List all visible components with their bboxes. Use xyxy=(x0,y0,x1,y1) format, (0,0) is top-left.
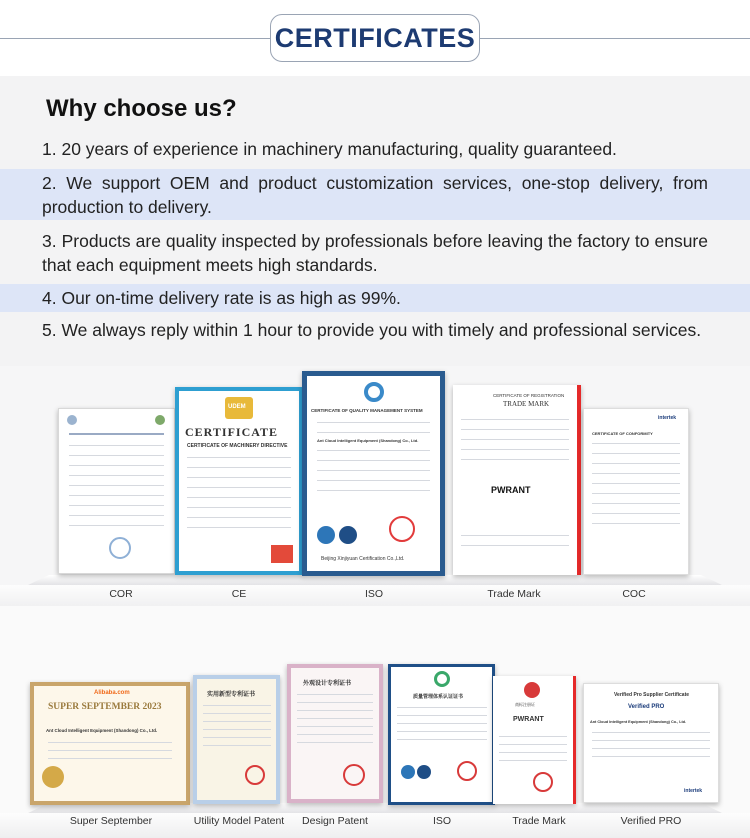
why-choose-us-section xyxy=(0,76,750,366)
vp-badge: Verified PRO xyxy=(628,704,665,710)
caption-iso-2: ISO xyxy=(432,815,452,827)
caption-coc: COC xyxy=(622,588,646,600)
caption-trade-mark-2: Trade Mark xyxy=(512,815,566,827)
certificate-trademark-image xyxy=(453,385,581,575)
why-heading: Why choose us? xyxy=(46,95,237,122)
caption-design-patent: Design Patent xyxy=(302,815,368,827)
coc-issuer: intertek xyxy=(658,415,677,421)
tm2-brand: PWRANT xyxy=(513,716,544,723)
sep-company: Ant Cloud Intelligent Equipment (Shandong) Co., Ltd. xyxy=(46,728,158,733)
certificate-iso-cn-image xyxy=(388,664,495,805)
reason-item: 4. Our on-time delivery rate is as high as 99%. xyxy=(0,284,750,312)
header xyxy=(0,0,750,76)
vp-company: Ant Cloud Intelligent Equipment (Shandong) Co., Ltd. xyxy=(590,720,687,724)
header-pill xyxy=(270,14,480,62)
ump-title: 实用新型专利证书 xyxy=(207,692,256,698)
certificate-super-september-image xyxy=(30,682,190,805)
certificate-cor-image xyxy=(58,408,175,574)
reason-item: 5. We always reply within 1 hour to provide you with timely and professional services. xyxy=(42,320,702,340)
caption-ce: CE xyxy=(231,588,247,600)
ce-logo-label: UDEM xyxy=(228,404,246,410)
certificate-utility-model-patent-image xyxy=(193,675,280,804)
caption-iso: ISO xyxy=(364,588,384,600)
reason-item: 1. 20 years of experience in machinery manufacturing, quality guaranteed. xyxy=(42,139,617,159)
reason-item: 3. Products are quality inspected by professionals before leaving the factory to ensure that each equipment meets high standards. xyxy=(42,231,708,275)
certificate-iso-image xyxy=(302,371,445,576)
iso-company: Ant Cloud Intelligent Equipment (Shandong) Co., Ltd. xyxy=(317,438,419,443)
certificate-coc-image xyxy=(583,408,689,575)
caption-utility-model-patent: Utility Model Patent xyxy=(193,815,285,827)
page-title: CERTIFICATES xyxy=(274,22,476,53)
reason-item: 2. We support OEM and product customization services, one-stop delivery, from production to delivery. xyxy=(0,169,750,220)
vp-issuer: intertek xyxy=(684,788,703,794)
coc-title: CERTIFICATE OF CONFORMITY xyxy=(592,431,653,436)
ce-subtitle: CERTIFICATE OF MACHINERY DIRECTIVE xyxy=(187,443,288,449)
tm-brand: PWRANT xyxy=(491,485,531,495)
tm-title: CERTIFICATE OF REGISTRATION xyxy=(493,393,565,398)
certificate-verified-pro-image xyxy=(583,683,719,803)
tm2-issuer: 商标注册证 xyxy=(515,702,535,707)
certificate-ce-image xyxy=(175,387,303,575)
caption-cor: COR xyxy=(109,588,133,600)
tm-subtitle: TRADE MARK xyxy=(503,400,550,408)
sep-title: SUPER SEPTEMBER 2023 xyxy=(48,702,162,712)
caption-trade-mark: Trade Mark xyxy=(487,588,541,600)
iso2-title: 质量管理体系认证证书 xyxy=(413,694,464,700)
certificate-design-patent-image xyxy=(287,664,383,803)
certificate-trademark-cn-image xyxy=(493,676,576,804)
iso-title: CERTIFICATE OF QUALITY MANAGEMENT SYSTEM xyxy=(311,408,423,413)
dp-title: 外观设计专利证书 xyxy=(303,681,352,687)
caption-super-september: Super September xyxy=(69,815,153,827)
vp-title: Verified Pro Supplier Certificate xyxy=(614,692,690,698)
sep-site: Alibaba.com xyxy=(94,690,130,696)
iso-issuer: Beijing Xinjiyuan Certification Co.,Ltd. xyxy=(321,556,405,562)
caption-verified-pro: Verified PRO xyxy=(620,815,682,827)
ce-title: CERTIFICATE xyxy=(185,425,279,439)
